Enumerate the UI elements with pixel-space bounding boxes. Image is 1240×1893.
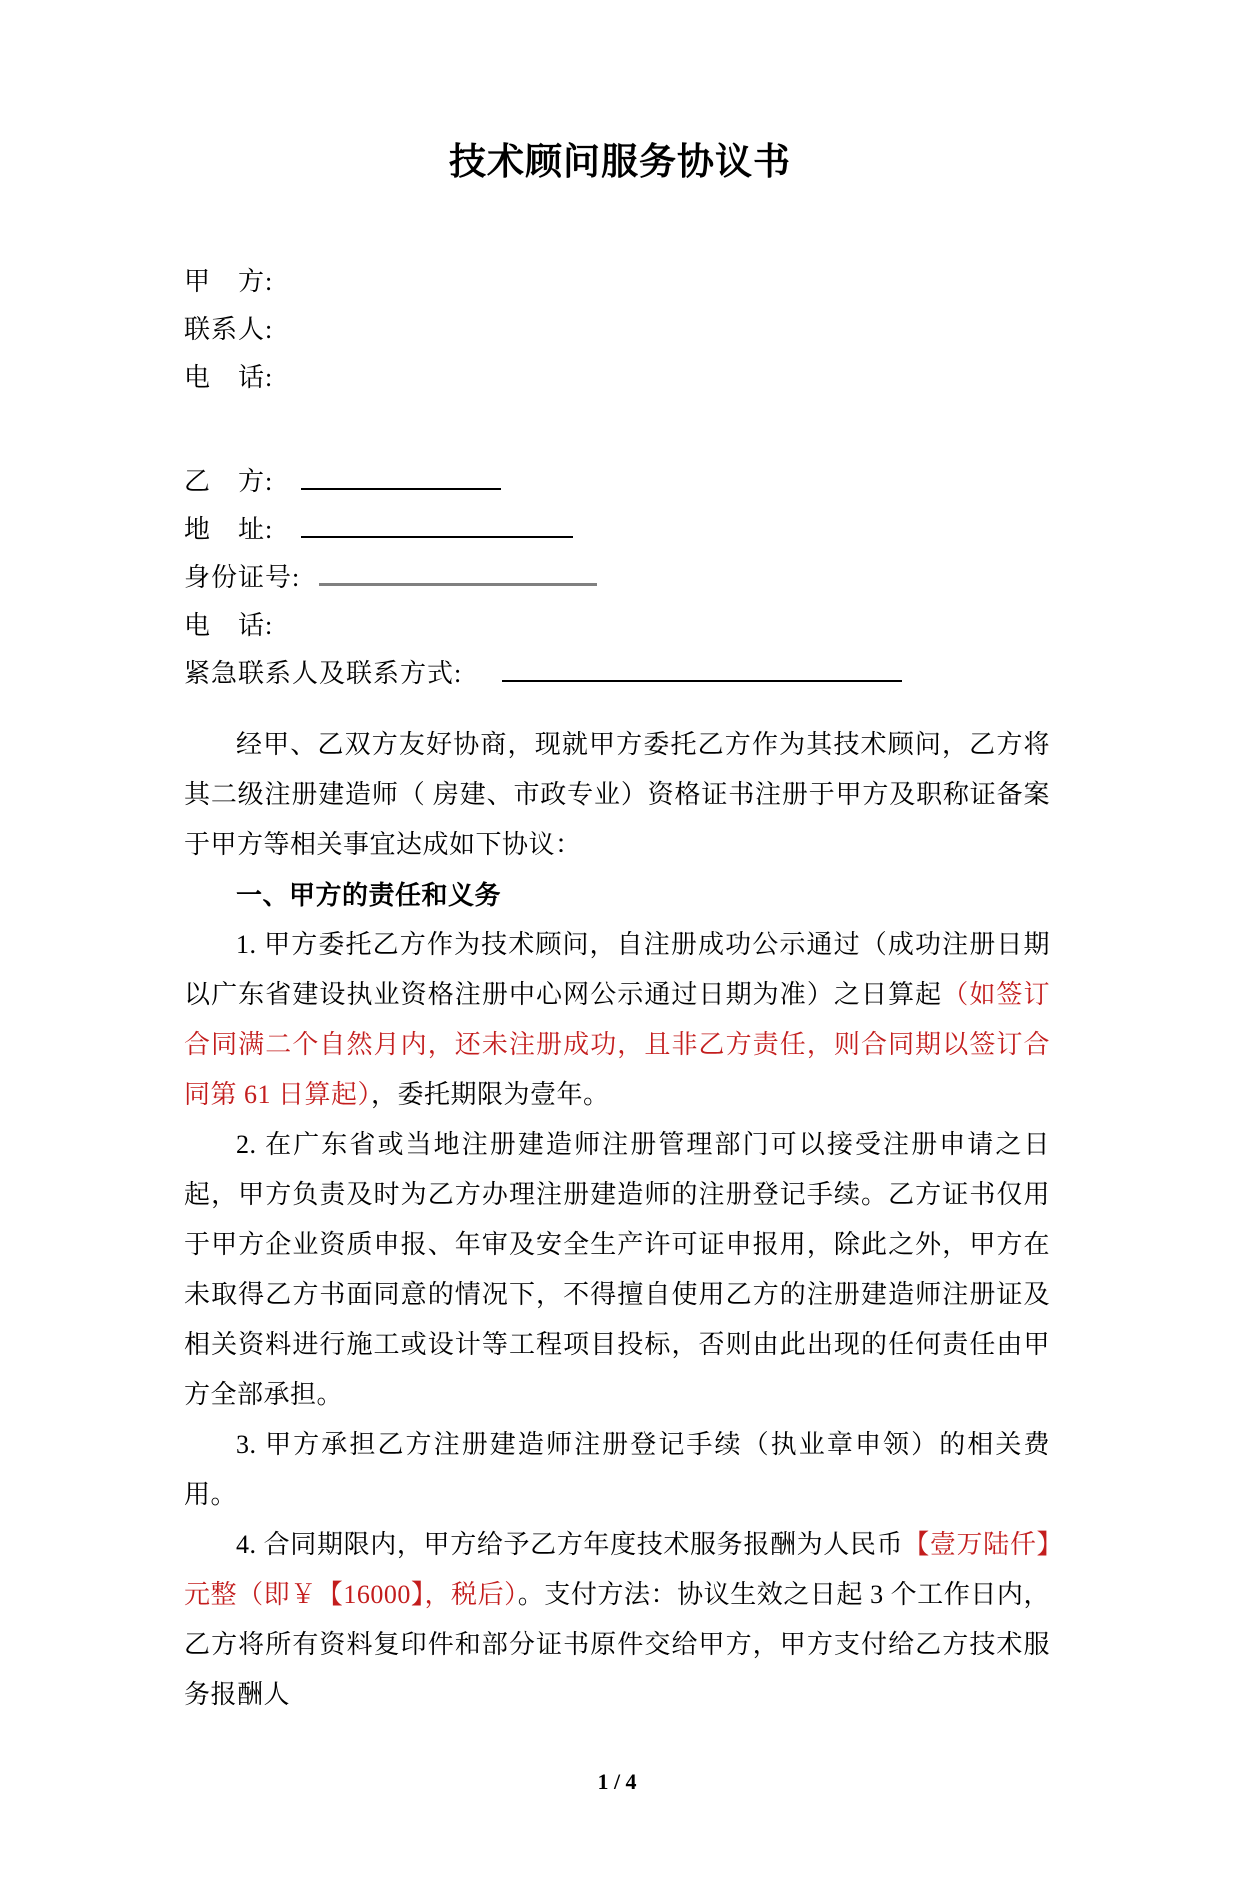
clause-4-text-1: 4. 合同期限内，甲方给予乙方年度技术服务报酬为人民币 [236,1530,904,1559]
party-b-blank-line [301,463,501,490]
id-number-blank-line [319,559,597,586]
field-row-phone-a [184,354,1050,402]
clause-1-red-text: （如签订合同满二个自然月内，还未注册成功，且非乙方责任，则合同期以签订合同第 61 日算起） [184,980,1050,1109]
party-b-label: 乙 方: [184,467,274,496]
clause-2-paragraph: 2. 在广东省或当地注册建造师注册管理部门可以接受注册申请之日起，甲方负责及时为乙方办理注册建造师的注册登记手续。乙方证书仅用于甲方企业资质申报、年审及安全生产许可证申报用，除此之外，甲方在未取得乙方书面同意的情况下，不得擅自使用乙方的注册建造师注册证及相关资料进行施工或设计等工程项目投标，否则由此出现的任何责任由甲方全部承担。 [184,1130,1050,1409]
header-fields [184,258,1050,698]
emergency-contact-blank-line [502,655,902,682]
phone-a-label: 电 话: [184,363,274,392]
page-number: 1 / 4 [597,1769,637,1794]
field-row-id-number [184,554,1050,602]
field-row-party-a [184,258,1050,306]
address-label: 地 址: [184,515,274,544]
address-blank-line [301,511,573,538]
clause-4-red-text: 【壹万陆仟】元整（即￥【16000】，税后） [184,1530,1050,1609]
section-1-heading: 一、甲方的责任和义务 [236,880,502,910]
clause-4-paragraph [184,1520,1050,1720]
fields-spacer [184,402,1050,458]
clause-1-text-2: ，委托期限为壹年。 [371,1080,610,1109]
party-a-label: 甲 方: [184,267,274,296]
phone-b-label: 电 话: [184,611,274,640]
document-page [0,140,1240,1893]
clause-1-text-1: 1. 甲方委托乙方作为技术顾问，自注册成功公示通过（成功注册日期以广东省建设执业资格注册中心网公示通过日期为准）之日算起 [184,930,1050,1009]
clause-3-paragraph: 3. 甲方承担乙方注册建造师注册登记手续（执业章申领）的相关费用。 [184,1430,1050,1509]
id-number-label: 身份证号: [184,563,301,592]
clause-1-paragraph [184,920,1050,1120]
clause-4-text-2: 。支付方法：协议生效之日起 3 个工作日内，乙方将所有资料复印件和部分证书原件交给甲方，甲方支付给乙方技术服务报酬人 [184,1580,1050,1709]
field-row-address [184,506,1050,554]
agreement-body [184,720,1050,1720]
field-row-contact [184,306,1050,354]
emergency-contact-label: 紧急联系人及联系方式: [184,659,463,688]
contact-label: 联系人: [184,315,274,344]
field-row-phone-b [184,602,1050,650]
field-row-emergency-contact [184,650,1050,698]
intro-paragraph: 经甲、乙双方友好协商，现就甲方委托乙方作为其技术顾问，乙方将其二级注册建造师（ 房建、市政专业）资格证书注册于甲方及职称证备案于甲方等相关事宜达成如下协议： [184,730,1050,859]
document-title: 技术顾问服务协议书 [449,141,791,182]
field-row-party-b [184,458,1050,506]
